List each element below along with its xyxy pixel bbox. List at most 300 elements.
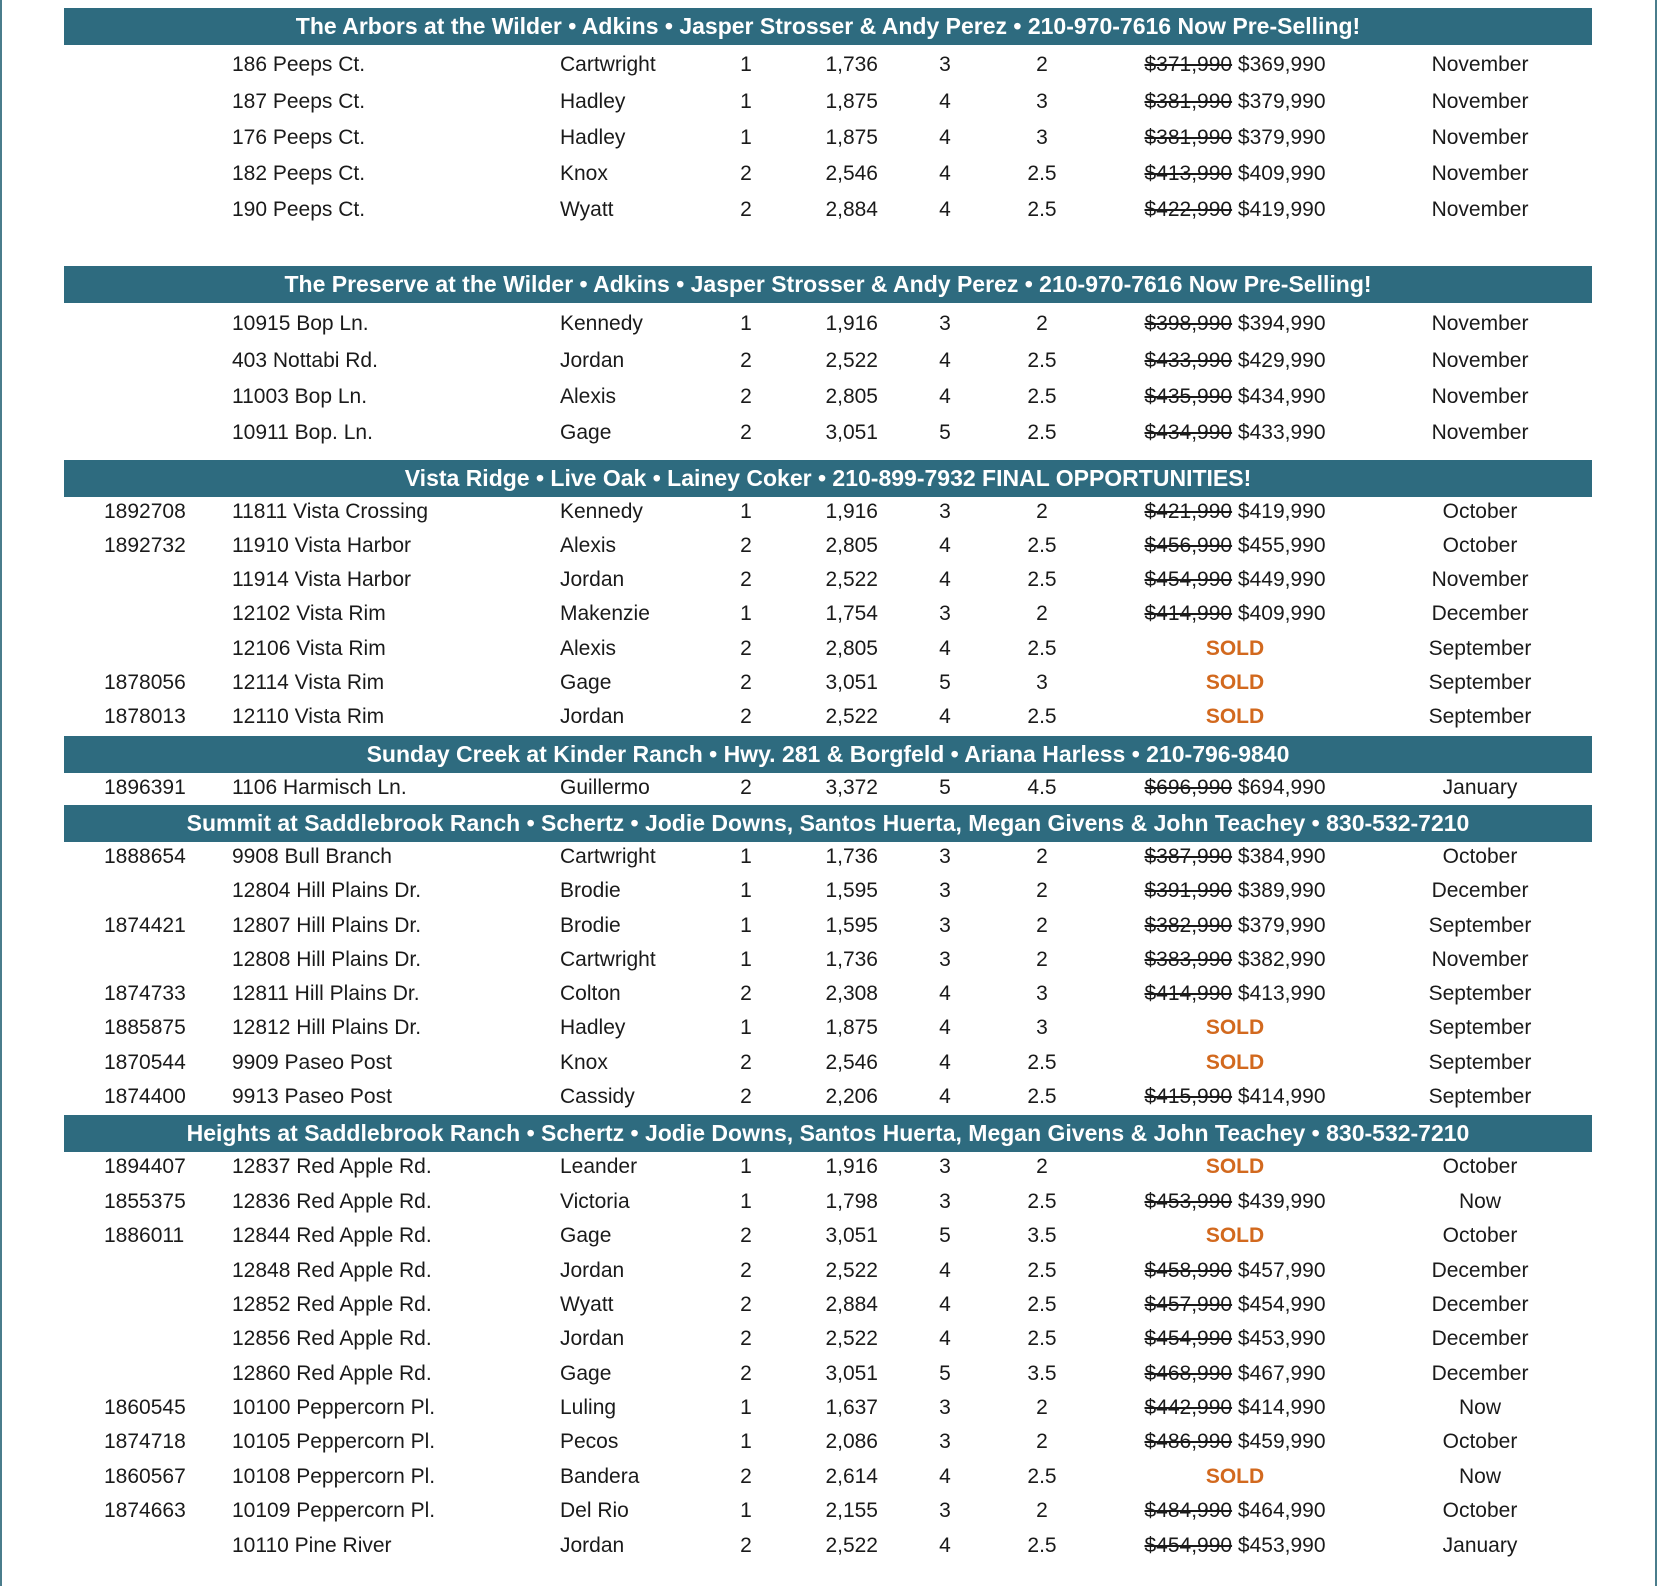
price-cell [1100, 700, 1370, 734]
original-price: $422,990 [1144, 198, 1233, 221]
square-feet: 3,051 [825, 671, 878, 694]
listing-row [0, 700, 1658, 734]
bathrooms: 3 [1036, 671, 1048, 694]
stories: 1 [740, 914, 752, 937]
stories: 2 [740, 1051, 752, 1074]
bedrooms: 3 [939, 1430, 951, 1453]
community-header: Vista Ridge • Live Oak • Lainey Coker • 210-899-7932 FINAL OPPORTUNITIES! [64, 460, 1592, 497]
bedrooms: 4 [939, 534, 951, 557]
price-cell [1100, 48, 1370, 82]
listing-row [0, 1080, 1658, 1114]
stories: 1 [740, 1016, 752, 1039]
bedrooms: 3 [939, 1396, 951, 1419]
address: 10110 Pine River [232, 1534, 392, 1557]
original-price: $398,990 [1144, 312, 1233, 335]
square-feet: 2,546 [825, 1051, 878, 1074]
listing-row [0, 666, 1658, 700]
plan-name: Kennedy [560, 312, 643, 335]
plan-name: Brodie [560, 879, 621, 902]
bedrooms: 3 [939, 1499, 951, 1522]
listing-row [0, 48, 1658, 82]
bathrooms: 2.5 [1027, 198, 1057, 221]
address: 176 Peeps Ct. [232, 126, 366, 149]
stories: 2 [740, 1327, 752, 1350]
price-cell [1100, 1425, 1370, 1459]
plan-name: Hadley [560, 126, 626, 149]
mls-number: 1896391 [104, 776, 186, 799]
plan-name: Del Rio [560, 1499, 629, 1522]
availability: Now [1458, 1465, 1501, 1488]
square-feet: 2,614 [825, 1465, 878, 1488]
square-feet: 1,916 [825, 1155, 878, 1178]
bathrooms: 2.5 [1027, 1085, 1057, 1108]
square-feet: 2,805 [825, 637, 878, 660]
listing-row [0, 85, 1658, 119]
plan-name: Cartwright [560, 948, 656, 971]
address: 12844 Red Apple Rd. [232, 1224, 432, 1247]
square-feet: 1,736 [825, 53, 878, 76]
availability: December [1431, 879, 1529, 902]
square-feet: 1,875 [825, 126, 878, 149]
availability: October [1442, 1155, 1518, 1178]
bedrooms: 3 [939, 312, 951, 335]
bathrooms: 2 [1036, 602, 1048, 625]
bedrooms: 4 [939, 385, 951, 408]
listing-row [0, 1150, 1658, 1184]
current-price: $454,990 [1237, 1293, 1326, 1316]
bedrooms: 4 [939, 90, 951, 113]
stories: 2 [740, 162, 752, 185]
listing-row [0, 1529, 1658, 1563]
square-feet: 1,754 [825, 602, 878, 625]
current-price: $414,990 [1237, 1085, 1326, 1108]
mls-number: 1860545 [104, 1396, 186, 1419]
stories: 1 [740, 1155, 752, 1178]
sold-badge: SOLD [1205, 705, 1265, 728]
listing-row [0, 1322, 1658, 1356]
mls-number: 1870544 [104, 1051, 186, 1074]
listing-row [0, 1357, 1658, 1391]
listing-row [0, 529, 1658, 563]
original-price: $458,990 [1144, 1259, 1233, 1282]
stories: 1 [740, 879, 752, 902]
bathrooms: 2 [1036, 845, 1048, 868]
bedrooms: 4 [939, 1534, 951, 1557]
listing-row [0, 1391, 1658, 1425]
bedrooms: 4 [939, 1016, 951, 1039]
bathrooms: 2 [1036, 53, 1048, 76]
square-feet: 2,308 [825, 982, 878, 1005]
price-cell [1100, 597, 1370, 631]
bathrooms: 2 [1036, 879, 1048, 902]
address: 12856 Red Apple Rd. [232, 1327, 432, 1350]
square-feet: 2,086 [825, 1430, 878, 1453]
plan-name: Pecos [560, 1430, 619, 1453]
price-cell [1100, 666, 1370, 700]
stories: 2 [740, 1465, 752, 1488]
original-price: $442,990 [1144, 1396, 1233, 1419]
address: 11003 Bop Ln. [232, 385, 368, 408]
price-cell [1100, 771, 1370, 805]
plan-name: Luling [560, 1396, 617, 1419]
plan-name: Hadley [560, 90, 626, 113]
bathrooms: 2.5 [1027, 1465, 1057, 1488]
listing-row [0, 597, 1658, 631]
address: 12852 Red Apple Rd. [232, 1293, 432, 1316]
stories: 2 [740, 671, 752, 694]
price-cell [1100, 1494, 1370, 1528]
bedrooms: 5 [939, 421, 951, 444]
bathrooms: 3 [1036, 982, 1048, 1005]
stories: 1 [740, 126, 752, 149]
address: 10108 Peppercorn Pl. [232, 1465, 436, 1488]
plan-name: Brodie [560, 914, 621, 937]
address: 12812 Hill Plains Dr. [232, 1016, 422, 1039]
availability: November [1431, 126, 1529, 149]
price-cell [1100, 344, 1370, 378]
price-cell [1100, 1529, 1370, 1563]
listing-row [0, 307, 1658, 341]
original-price: $454,990 [1144, 1534, 1233, 1557]
current-price: $419,990 [1237, 198, 1326, 221]
price-cell [1100, 1219, 1370, 1253]
mls-number: 1885875 [104, 1016, 186, 1039]
original-price: $486,990 [1144, 1430, 1233, 1453]
price-cell [1100, 632, 1370, 666]
price-cell [1100, 1011, 1370, 1045]
price-cell [1100, 563, 1370, 597]
address: 12114 Vista Rim [232, 671, 385, 694]
bathrooms: 2.5 [1027, 1293, 1057, 1316]
price-cell [1100, 1391, 1370, 1425]
original-price: $383,990 [1144, 948, 1233, 971]
price-cell [1100, 380, 1370, 414]
listing-row [0, 416, 1658, 450]
stories: 2 [740, 1293, 752, 1316]
stories: 1 [740, 500, 752, 523]
availability: January [1442, 776, 1518, 799]
stories: 2 [740, 1534, 752, 1557]
availability: September [1428, 705, 1532, 728]
mls-number: 1892708 [104, 500, 186, 523]
address: 9913 Paseo Post [232, 1085, 392, 1108]
original-price: $381,990 [1144, 90, 1233, 113]
mls-number: 1892732 [104, 534, 186, 557]
current-price: $429,990 [1237, 349, 1326, 372]
availability: December [1431, 1327, 1529, 1350]
bedrooms: 3 [939, 948, 951, 971]
address: 10911 Bop. Ln. [232, 421, 373, 444]
original-price: $371,990 [1144, 53, 1233, 76]
stories: 2 [740, 349, 752, 372]
price-cell [1100, 193, 1370, 227]
original-price: $696,990 [1144, 776, 1233, 799]
plan-name: Alexis [560, 385, 617, 408]
current-price: $434,990 [1237, 385, 1326, 408]
original-price: $457,990 [1144, 1293, 1233, 1316]
community-header: Heights at Saddlebrook Ranch • Schertz • Jodie Downs, Santos Huerta, Megan Givens & John Teachey • 830-532-7210 [64, 1115, 1592, 1152]
stories: 2 [740, 534, 752, 557]
square-feet: 2,805 [825, 534, 878, 557]
listing-row [0, 121, 1658, 155]
address: 12808 Hill Plains Dr. [232, 948, 422, 971]
square-feet: 2,805 [825, 385, 878, 408]
plan-name: Kennedy [560, 500, 643, 523]
bathrooms: 2 [1036, 500, 1048, 523]
square-feet: 1,637 [825, 1396, 878, 1419]
bathrooms: 3.5 [1027, 1224, 1057, 1247]
plan-name: Victoria [560, 1190, 630, 1213]
mls-number: 1878056 [104, 671, 186, 694]
sold-badge: SOLD [1205, 1051, 1265, 1074]
square-feet: 2,522 [825, 1534, 878, 1557]
bedrooms: 3 [939, 879, 951, 902]
availability: November [1431, 312, 1529, 335]
current-price: $453,990 [1237, 1327, 1326, 1350]
stories: 1 [740, 602, 752, 625]
bedrooms: 5 [939, 1362, 951, 1385]
stories: 2 [740, 1259, 752, 1282]
availability: Now [1458, 1396, 1501, 1419]
availability: September [1428, 1085, 1532, 1108]
availability: December [1431, 1362, 1529, 1385]
bedrooms: 4 [939, 705, 951, 728]
address: 190 Peeps Ct. [232, 198, 366, 221]
bedrooms: 4 [939, 1085, 951, 1108]
square-feet: 2,522 [825, 1327, 878, 1350]
address: 12804 Hill Plains Dr. [232, 879, 422, 902]
mls-number: 1878013 [104, 705, 186, 728]
price-cell [1100, 909, 1370, 943]
current-price: $439,990 [1237, 1190, 1326, 1213]
bathrooms: 3 [1036, 90, 1048, 113]
price-cell [1100, 1150, 1370, 1184]
stories: 1 [740, 312, 752, 335]
sold-badge: SOLD [1205, 1155, 1265, 1178]
community-header: Sunday Creek at Kinder Ranch • Hwy. 281 & Borgfeld • Ariana Harless • 210-796-9840 [64, 736, 1592, 773]
bathrooms: 2.5 [1027, 568, 1057, 591]
stories: 2 [740, 1224, 752, 1247]
bathrooms: 2 [1036, 1155, 1048, 1178]
original-price: $421,990 [1144, 500, 1233, 523]
original-price: $381,990 [1144, 126, 1233, 149]
bedrooms: 4 [939, 1051, 951, 1074]
plan-name: Gage [560, 421, 612, 444]
bedrooms: 4 [939, 568, 951, 591]
bathrooms: 2 [1036, 948, 1048, 971]
square-feet: 1,875 [825, 1016, 878, 1039]
availability: October [1442, 1224, 1518, 1247]
stories: 1 [740, 1190, 752, 1213]
plan-name: Knox [560, 162, 608, 185]
plan-name: Jordan [560, 568, 625, 591]
price-cell [1100, 85, 1370, 119]
community-header: The Arbors at the Wilder • Adkins • Jasper Strosser & Andy Perez • 210-970-7616 Now Pre-Selling! [64, 8, 1592, 45]
availability: December [1431, 1293, 1529, 1316]
address: 12102 Vista Rim [232, 602, 386, 625]
plan-name: Alexis [560, 637, 617, 660]
stories: 1 [740, 1430, 752, 1453]
price-cell [1100, 1046, 1370, 1080]
original-price: $454,990 [1144, 1327, 1233, 1350]
bedrooms: 3 [939, 602, 951, 625]
listing-row [0, 1219, 1658, 1253]
square-feet: 1,798 [825, 1190, 878, 1213]
plan-name: Knox [560, 1051, 608, 1074]
mls-number: 1874421 [104, 914, 186, 937]
availability: November [1431, 349, 1529, 372]
current-price: $413,990 [1237, 982, 1326, 1005]
price-cell [1100, 1460, 1370, 1494]
stories: 2 [740, 982, 752, 1005]
bedrooms: 4 [939, 162, 951, 185]
bedrooms: 3 [939, 845, 951, 868]
address: 12106 Vista Rim [232, 637, 386, 660]
address: 12837 Red Apple Rd. [232, 1155, 432, 1178]
address: 11914 Vista Harbor [232, 568, 412, 591]
plan-name: Leander [560, 1155, 638, 1178]
bedrooms: 5 [939, 1224, 951, 1247]
price-cell [1100, 1322, 1370, 1356]
original-price: $415,990 [1144, 1085, 1233, 1108]
stories: 1 [740, 1396, 752, 1419]
address: 187 Peeps Ct. [232, 90, 366, 113]
price-cell [1100, 874, 1370, 908]
current-price: $382,990 [1237, 948, 1326, 971]
square-feet: 2,155 [825, 1499, 878, 1522]
original-price: $434,990 [1144, 421, 1233, 444]
bedrooms: 4 [939, 1465, 951, 1488]
original-price: $433,990 [1144, 349, 1233, 372]
mls-number: 1888654 [104, 845, 186, 868]
original-price: $454,990 [1144, 568, 1233, 591]
price-cell [1100, 840, 1370, 874]
stories: 1 [740, 948, 752, 971]
bathrooms: 2 [1036, 914, 1048, 937]
original-price: $435,990 [1144, 385, 1233, 408]
bathrooms: 2 [1036, 1396, 1048, 1419]
current-price: $694,990 [1237, 776, 1326, 799]
availability: November [1431, 948, 1529, 971]
current-price: $419,990 [1237, 500, 1326, 523]
stories: 2 [740, 776, 752, 799]
current-price: $409,990 [1237, 602, 1326, 625]
stories: 2 [740, 385, 752, 408]
plan-name: Gage [560, 1224, 612, 1247]
availability: October [1442, 1499, 1518, 1522]
price-cell [1100, 1185, 1370, 1219]
bathrooms: 3 [1036, 1016, 1048, 1039]
availability: September [1428, 914, 1532, 937]
bedrooms: 4 [939, 637, 951, 660]
stories: 2 [740, 198, 752, 221]
address: 10105 Peppercorn Pl. [232, 1430, 436, 1453]
bathrooms: 2.5 [1027, 162, 1057, 185]
availability: November [1431, 53, 1529, 76]
availability: November [1431, 162, 1529, 185]
plan-name: Gage [560, 1362, 612, 1385]
availability: December [1431, 1259, 1529, 1282]
plan-name: Wyatt [560, 1293, 614, 1316]
bedrooms: 4 [939, 1293, 951, 1316]
sold-badge: SOLD [1205, 1465, 1265, 1488]
plan-name: Gage [560, 671, 612, 694]
availability: Now [1458, 1190, 1501, 1213]
listing-row [0, 840, 1658, 874]
availability: November [1431, 385, 1529, 408]
bedrooms: 3 [939, 1190, 951, 1213]
stories: 2 [740, 568, 752, 591]
bathrooms: 2.5 [1027, 1327, 1057, 1350]
price-cell [1100, 416, 1370, 450]
plan-name: Cartwright [560, 53, 656, 76]
listing-row [0, 909, 1658, 943]
bathrooms: 2 [1036, 312, 1048, 335]
listing-row [0, 1046, 1658, 1080]
original-price: $387,990 [1144, 845, 1233, 868]
availability: October [1442, 845, 1518, 868]
community-header: The Preserve at the Wilder • Adkins • Jasper Strosser & Andy Perez • 210-970-7616 Now Pre-Selling! [64, 266, 1592, 303]
address: 10915 Bop Ln. [232, 312, 369, 335]
bedrooms: 4 [939, 126, 951, 149]
square-feet: 2,884 [825, 1293, 878, 1316]
price-cell [1100, 121, 1370, 155]
address: 11910 Vista Harbor [232, 534, 412, 557]
bedrooms: 4 [939, 982, 951, 1005]
price-cell [1100, 307, 1370, 341]
square-feet: 1,736 [825, 948, 878, 971]
listing-row [0, 1494, 1658, 1528]
bathrooms: 2.5 [1027, 349, 1057, 372]
availability: December [1431, 602, 1529, 625]
price-cell [1100, 943, 1370, 977]
listing-row [0, 1185, 1658, 1219]
listing-row [0, 943, 1658, 977]
plan-name: Wyatt [560, 198, 614, 221]
original-price: $468,990 [1144, 1362, 1233, 1385]
current-price: $459,990 [1237, 1430, 1326, 1453]
square-feet: 1,736 [825, 845, 878, 868]
bedrooms: 4 [939, 1259, 951, 1282]
sold-badge: SOLD [1205, 671, 1265, 694]
current-price: $379,990 [1237, 126, 1326, 149]
sold-badge: SOLD [1205, 1224, 1265, 1247]
original-price: $453,990 [1144, 1190, 1233, 1213]
square-feet: 2,522 [825, 1259, 878, 1282]
current-price: $449,990 [1237, 568, 1326, 591]
price-cell [1100, 977, 1370, 1011]
bathrooms: 2 [1036, 1499, 1048, 1522]
current-price: $379,990 [1237, 914, 1326, 937]
listing-row [0, 977, 1658, 1011]
address: 1106 Harmisch Ln. [232, 776, 407, 799]
address: 10100 Peppercorn Pl. [232, 1396, 436, 1419]
listing-row [0, 193, 1658, 227]
listing-row [0, 874, 1658, 908]
bedrooms: 5 [939, 671, 951, 694]
listing-row [0, 1254, 1658, 1288]
address: 12110 Vista Rim [232, 705, 385, 728]
current-price: $455,990 [1237, 534, 1326, 557]
original-price: $391,990 [1144, 879, 1233, 902]
listing-row [0, 495, 1658, 529]
availability: September [1428, 982, 1532, 1005]
original-price: $456,990 [1144, 534, 1233, 557]
current-price: $369,990 [1237, 53, 1326, 76]
square-feet: 2,522 [825, 705, 878, 728]
availability: November [1431, 198, 1529, 221]
price-cell [1100, 157, 1370, 191]
